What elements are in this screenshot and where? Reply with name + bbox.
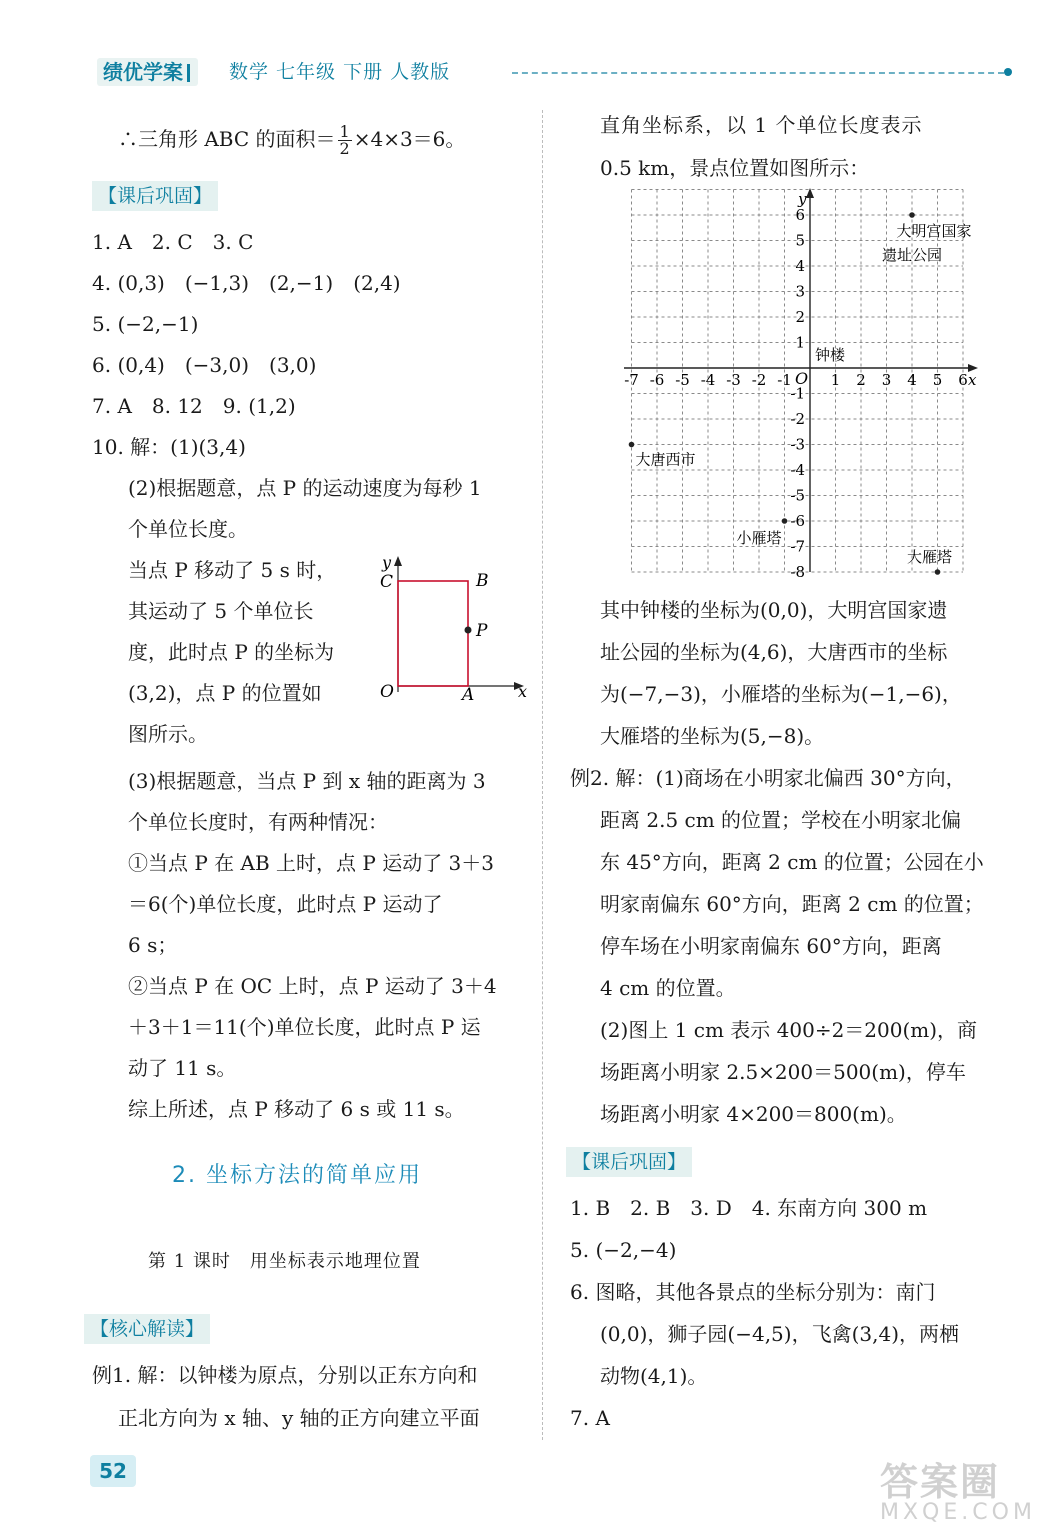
text-line: ＋3＋1＝11(个)单位长度，此时点 P 运 (128, 1015, 481, 1039)
map-x-tick-label: 4 (907, 371, 917, 389)
tag-core: 【核心解读】 (84, 1314, 210, 1344)
text-line: 直角坐标系，以 1 个单位长度表示 (600, 113, 923, 137)
text-line: 距离 2.5 cm 的位置；学校在小明家北偏 (600, 808, 962, 832)
text-line: 大雁塔的坐标为(5,−8)。 (600, 724, 825, 748)
point-P (465, 627, 472, 634)
map-y-label: y (798, 190, 807, 208)
label-x: x (518, 682, 528, 701)
watermark (880, 1460, 1036, 1526)
landmark-label: 大唐西市 (635, 450, 696, 469)
text-line: 为(−7,−3)，小雁塔的坐标为(−1,−6)， (600, 682, 962, 706)
text-line: ＝6(个)单位长度，此时点 P 运动了 (128, 892, 443, 916)
text-line: 停车场在小明家南偏东 60°方向，距离 (600, 934, 942, 958)
answer-line: 7. A 8. 12 9. (1,2) (92, 394, 296, 418)
map-y-tick-label: -1 (790, 384, 805, 403)
page-number: 52 (90, 1455, 136, 1487)
map-x-tick-label: -4 (700, 371, 716, 389)
map-y-tick-label: 4 (795, 257, 805, 275)
text-line: 例1. 解：以钟楼为原点，分别以正东方向和 (92, 1363, 478, 1387)
page-header (97, 58, 1012, 88)
landmark-label: 大明宫国家 (896, 222, 972, 240)
map-y-tick-label: 1 (795, 333, 805, 352)
map-y-tick-label: -8 (790, 563, 805, 580)
map-y-tick-label: -4 (790, 461, 805, 479)
text-line: 其中钟楼的坐标为(0,0)，大明宫国家遗 (600, 598, 948, 622)
text-line: 址公园的坐标为(4,6)，大唐西市的坐标 (600, 640, 948, 664)
text-line: 当点 P 移动了 5 s 时， (128, 558, 337, 582)
text-line: (3)根据题意，当点 P 到 x 轴的距离为 3 (128, 769, 486, 793)
map-x-tick-label: -6 (649, 371, 665, 389)
book-title: 数学 七年级 下册 人教版 (229, 61, 451, 83)
landmark-label: 钟楼 (815, 346, 846, 364)
landmark-label: 遗址公园 (881, 246, 943, 264)
landmark-point (782, 518, 788, 524)
lesson-title: 第 1 课时 用坐标表示地理位置 (148, 1251, 421, 1272)
label-O: O (380, 682, 394, 702)
map-y-tick-label: -2 (790, 410, 805, 428)
text-line: 明家南偏东 60°方向，距离 2 cm 的位置； (600, 892, 984, 916)
tag-after-class: 【课后巩固】 (92, 181, 218, 211)
map-y-tick-label: -3 (790, 435, 805, 454)
answer-line: (0,0)，狮子园(−4,5)，飞禽(3,4)，两栖 (600, 1322, 959, 1346)
text-line: 个单位长度。 (128, 517, 248, 541)
text-line: 其运动了 5 个单位长 (128, 599, 314, 623)
map-x-tick-label: -5 (675, 371, 690, 389)
map-x-tick-label: 1 (830, 371, 841, 389)
answer-line: 4. (0,3) (−1,3) (2,−1) (2,4) (92, 271, 401, 295)
map-y-tick-label: 3 (795, 282, 805, 301)
text-line: (2)根据题意，点 P 的运动速度为每秒 1 (128, 476, 482, 500)
text-line: 图所示。 (128, 722, 208, 746)
label-y: y (382, 553, 392, 572)
text-line: (3,2)，点 P 的位置如 (128, 681, 322, 705)
text-line: 4 cm 的位置。 (600, 976, 736, 1000)
text-line: 东 45°方向，距离 2 cm 的位置；公园在小 (600, 850, 984, 874)
text-line: 例2. 解：(1)商场在小明家北偏西 30°方向， (570, 766, 966, 790)
map-y-tick-label: 2 (795, 308, 805, 326)
landmark-point (629, 442, 635, 448)
header-rule (512, 72, 1004, 74)
area-line: ∴三角形 ABC 的面积＝ $\frac{1}{2}$ ×4×3＝6。 (118, 122, 466, 158)
text-line: 场距离小明家 2.5×200＝500(m)，停车 (600, 1060, 966, 1084)
text-line: ①当点 P 在 AB 上时，点 P 运动了 3＋3 (128, 851, 495, 875)
landmark-label: 大雁塔 (906, 548, 953, 566)
coordinate-map (618, 188, 986, 580)
map-origin-label: O (795, 369, 809, 388)
path-figure (370, 552, 530, 707)
map-x-tick-label: -1 (777, 371, 792, 389)
text-line: 6 s； (128, 933, 178, 957)
answer-line: 1. A 2. C 3. C (92, 230, 254, 254)
map-x-tick-label: 6 (958, 371, 968, 389)
map-y-tick-label: 6 (795, 206, 805, 224)
map-x-tick-label: 3 (881, 371, 892, 389)
text-line: (2)图上 1 cm 表示 400÷2＝200(m)，商 (600, 1018, 978, 1042)
answer-line: 6. (0,4) (−3,0) (3,0) (92, 353, 317, 377)
map-y-tick-label: -5 (790, 486, 805, 505)
answer-line: 1. B 2. B 3. D 4. 东南方向 300 m (570, 1196, 928, 1220)
answer-line: 7. A (570, 1406, 610, 1430)
text-line: 综上所述，点 P 移动了 6 s 或 11 s。 (128, 1097, 465, 1121)
text-line: 个单位长度时，有两种情况： (128, 810, 388, 834)
label-A: A (462, 685, 475, 705)
answer-line: 5. (−2,−4) (570, 1238, 677, 1262)
answer-line: 10. 解：(1)(3,4) (92, 435, 246, 459)
map-x-tick-label: -2 (751, 371, 767, 389)
map-x-tick-label: -7 (624, 371, 639, 389)
map-y-tick-label: -7 (790, 537, 805, 556)
text-line: 场距离小明家 4×200＝800(m)。 (600, 1102, 907, 1126)
answer-line: 6. 图略，其他各景点的坐标分别为：南门 (570, 1280, 936, 1304)
text-line: 正北方向为 x 轴、y 轴的正方向建立平面 (118, 1406, 480, 1430)
label-B: B (476, 571, 489, 591)
brand-label: 绩优学案 (97, 58, 198, 86)
answer-line: 5. (−2,−1) (92, 312, 199, 336)
header-dot-icon (1004, 68, 1012, 76)
text-line: 动了 11 s。 (128, 1056, 237, 1080)
answer-line: 动物(4,1)。 (600, 1364, 708, 1388)
label-P: P (476, 621, 488, 641)
watermark-title: 答案圈 (880, 1460, 1001, 1504)
text-line: ②当点 P 在 OC 上时，点 P 运动了 3＋4 (128, 974, 497, 998)
landmark-point (935, 569, 941, 575)
map-x-tick-label: -3 (726, 371, 741, 389)
y-arrow-icon (394, 556, 402, 566)
map-x-tick-label: 5 (932, 371, 943, 389)
text-line: 0.5 km，景点位置如图所示： (600, 156, 870, 180)
watermark-url: MXQE.COM (880, 1500, 1036, 1525)
column-divider (542, 110, 543, 1440)
landmark-point (909, 212, 915, 218)
rectangle-OABC (398, 581, 468, 686)
map-x-label: x (968, 371, 977, 389)
section-title: 2. 坐标方法的简单应用 (172, 1163, 422, 1188)
tag-after-class-2: 【课后巩固】 (566, 1147, 692, 1177)
label-C: C (380, 572, 394, 592)
landmark-label: 小雁塔 (736, 529, 782, 547)
map-x-tick-label: 2 (856, 371, 866, 389)
text-line: 度，此时点 P 的坐标为 (128, 640, 335, 664)
map-y-tick-label: 5 (795, 231, 805, 250)
map-y-tick-label: -6 (790, 512, 805, 530)
